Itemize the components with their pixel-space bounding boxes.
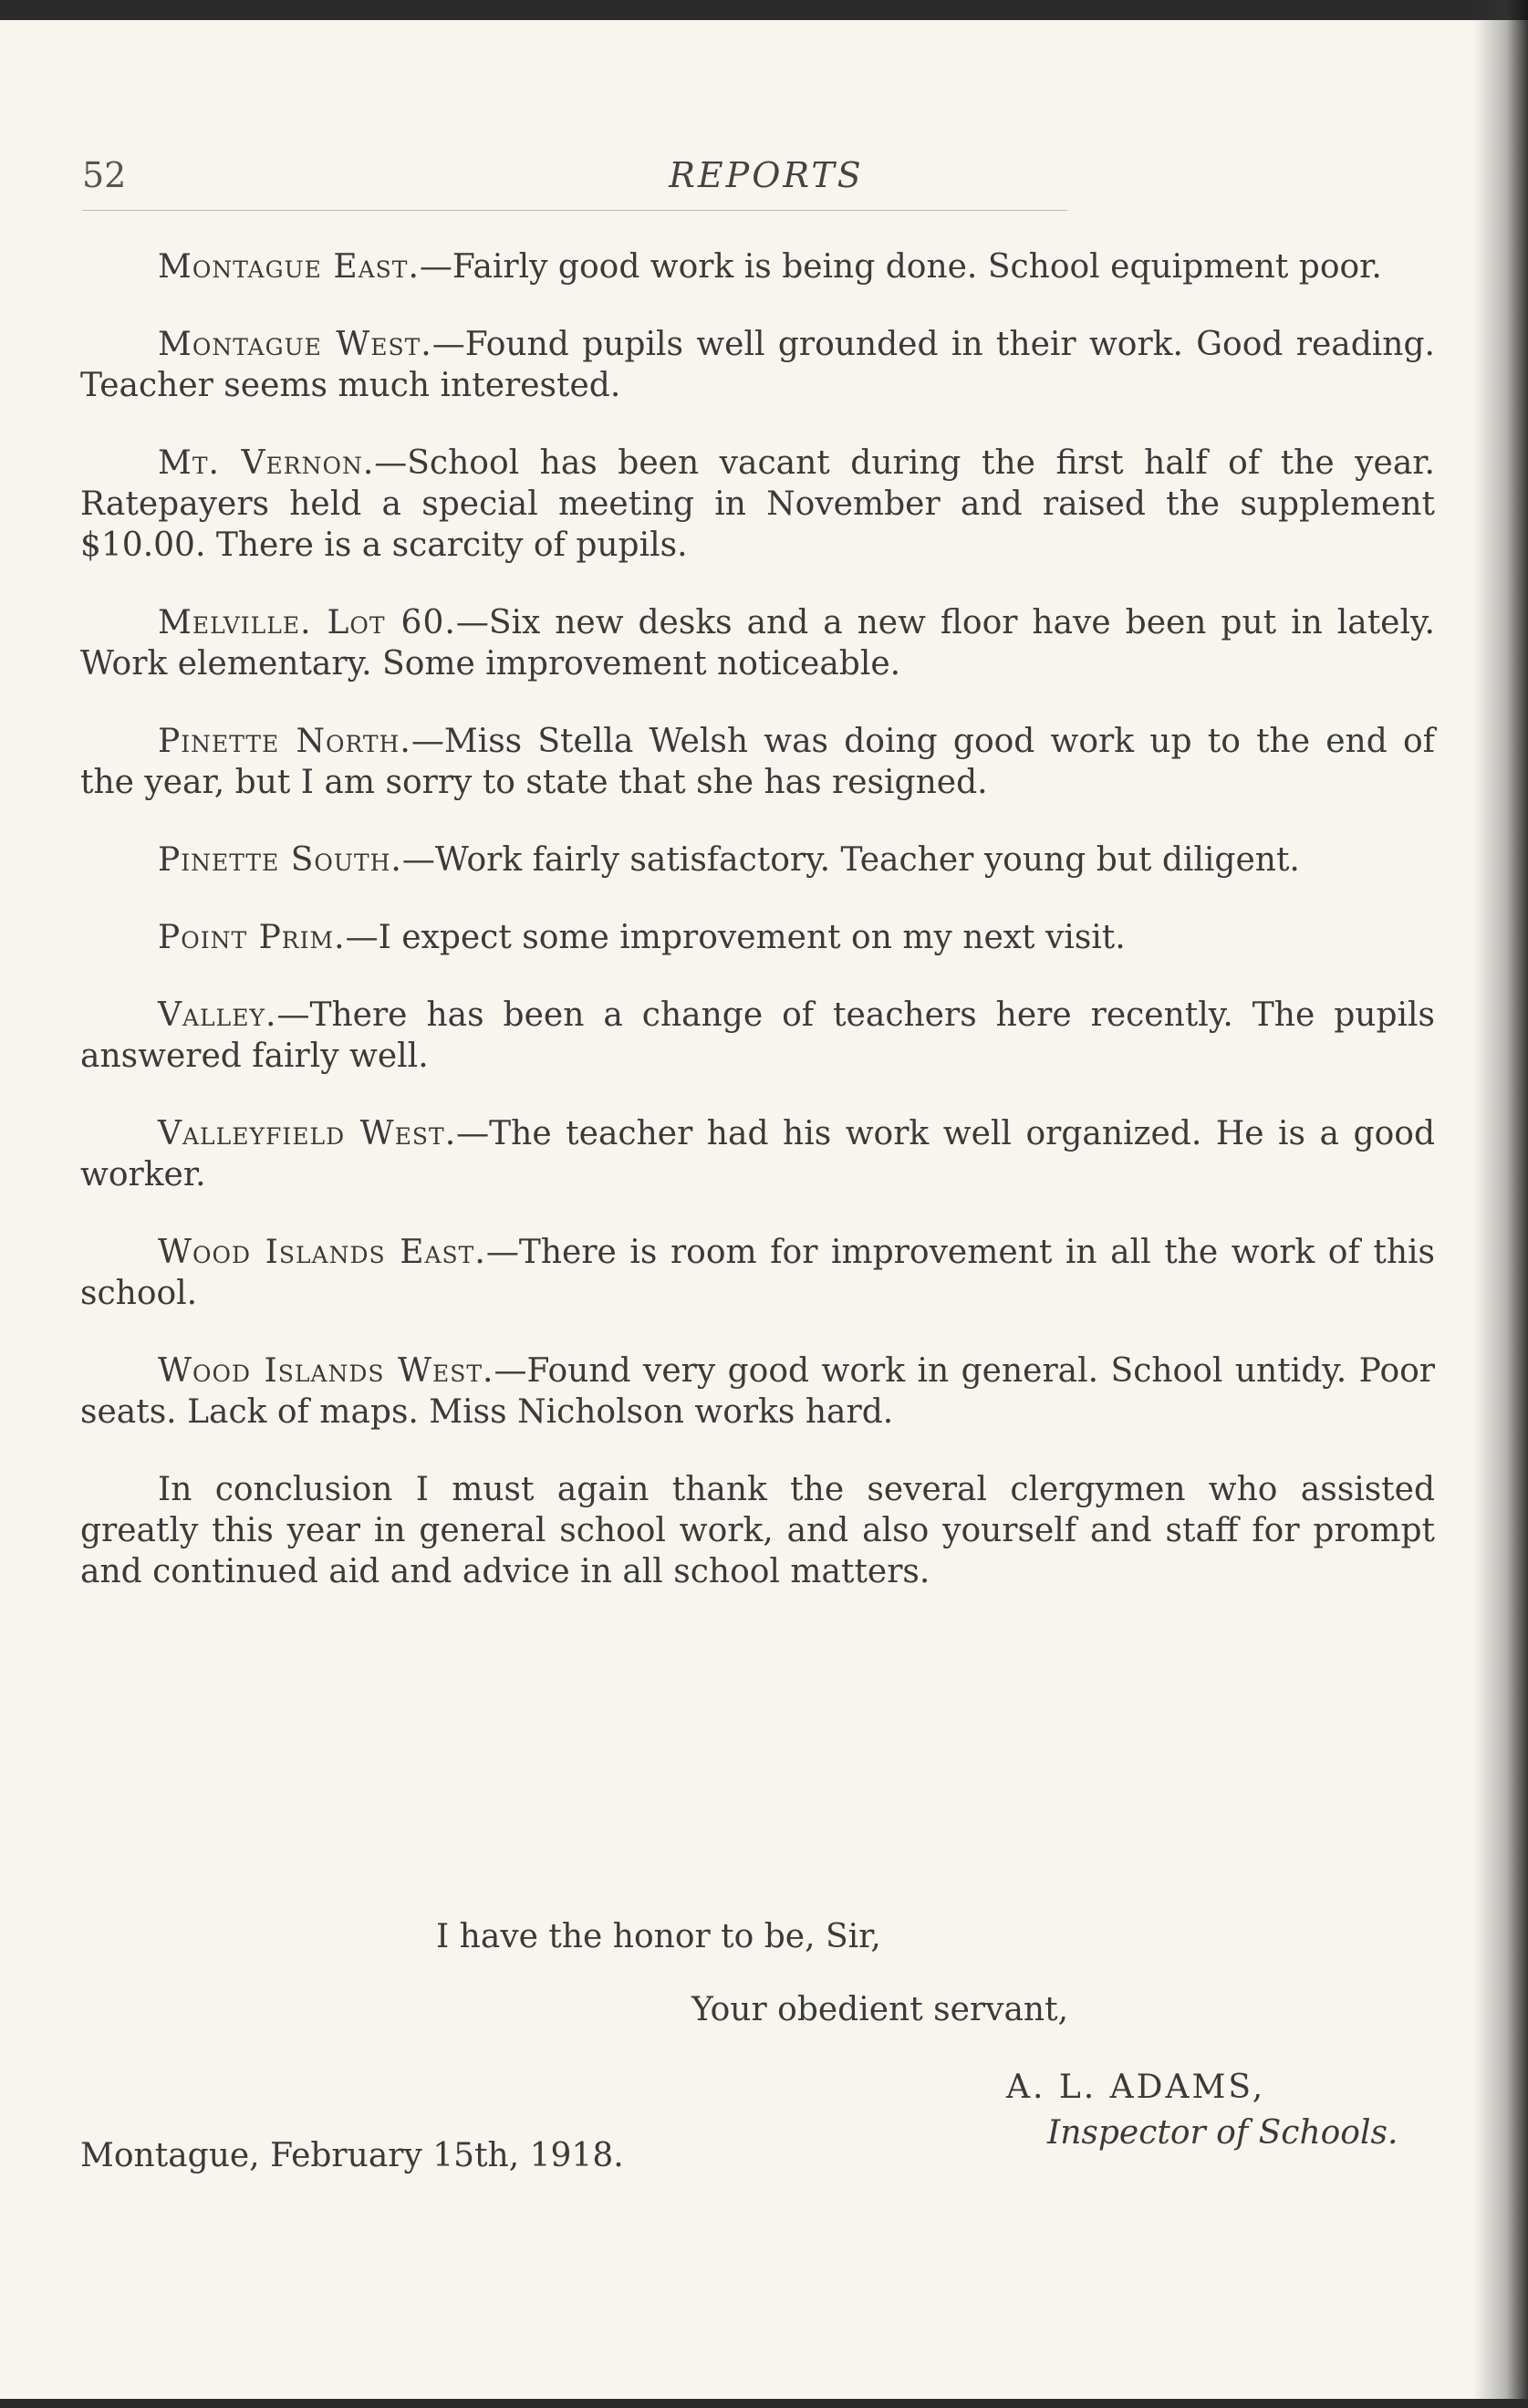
signature-title: Inspector of Schools. (1047, 2114, 1398, 2152)
school-entry (80, 324, 1435, 406)
school-entry (80, 1350, 1435, 1433)
school-remark: —Six new desks and a new floor have been put in lately. Work elementary. Some improvement noticeable. (80, 604, 1435, 683)
school-name: Valley. (158, 996, 277, 1034)
school-remark: —I expect some improvement on my next visit. (345, 919, 1126, 956)
school-name: Mt. Vernon. (158, 444, 375, 482)
school-entry (80, 443, 1435, 566)
dateline: Montague, February 15th, 1918. (80, 2137, 624, 2174)
school-name: Montague West. (158, 326, 432, 363)
school-name: Pinette South. (158, 841, 402, 879)
page-header (82, 155, 1450, 210)
running-head: REPORTS (669, 155, 864, 195)
school-remark: —Found pupils well grounded in their work. Good reading. Teacher seems much interested. (80, 326, 1435, 404)
school-name: Wood Islands West. (158, 1352, 494, 1390)
school-entry (80, 246, 1435, 287)
school-entry (80, 995, 1435, 1077)
conclusion-paragraph: In conclusion I must again thank the several clergymen who assisted greatly this year in general school work, and also yourself and staff for prompt and continued aid and advice in all school matters. (80, 1471, 1435, 1590)
school-remark: —Work fairly satisfactory. Teacher young but diligent. (401, 841, 1300, 879)
school-remark: —The teacher had his work well organized. He is a good worker. (80, 1115, 1435, 1194)
salutation-line-2: Your obedient servant, (691, 1991, 1069, 2028)
signature-name: A. L. ADAMS, (1006, 2069, 1266, 2106)
scan-edge-top (0, 0, 1528, 20)
school-entry (80, 721, 1435, 803)
school-remark: —Miss Stella Welsh was doing good work up to the end of the year, but I am sorry to state that she has resigned. (80, 723, 1436, 801)
school-entry (80, 917, 1435, 958)
school-name: Melville. Lot 60. (158, 604, 456, 641)
page-number: 52 (82, 155, 127, 195)
scan-edge-bottom (0, 2399, 1528, 2408)
school-name: Valleyfield West. (158, 1115, 457, 1152)
school-entry (80, 839, 1435, 881)
school-name: Montague East. (158, 248, 420, 286)
school-remark: —There is room for improvement in all the work of this school. (80, 1234, 1435, 1312)
school-remark: —School has been vacant during the first half of the year. Ratepayers held a special meeting in November and raised the supplement $10.00. There is a scarcity of pupils. (80, 444, 1435, 564)
school-entry (80, 1113, 1435, 1195)
school-remark: —Found very good work in general. School untidy. Poor seats. Lack of maps. Miss Nicholson works hard. (80, 1352, 1435, 1431)
school-entry (80, 1232, 1435, 1314)
school-remark: —There has been a change of teachers here recently. The pupils answered fairly well. (80, 996, 1435, 1075)
scan-edge-right (1473, 0, 1528, 2408)
report-body (80, 246, 1435, 1629)
school-name: Wood Islands East. (158, 1234, 486, 1271)
salutation-line-1: I have the honor to be, Sir, (436, 1918, 881, 1955)
school-name: Point Prim. (158, 919, 346, 956)
school-entry (80, 602, 1435, 684)
school-remark: —Fairly good work is being done. School equipment poor. (419, 248, 1382, 286)
header-rule (82, 210, 1067, 211)
school-name: Pinette North. (158, 723, 411, 760)
